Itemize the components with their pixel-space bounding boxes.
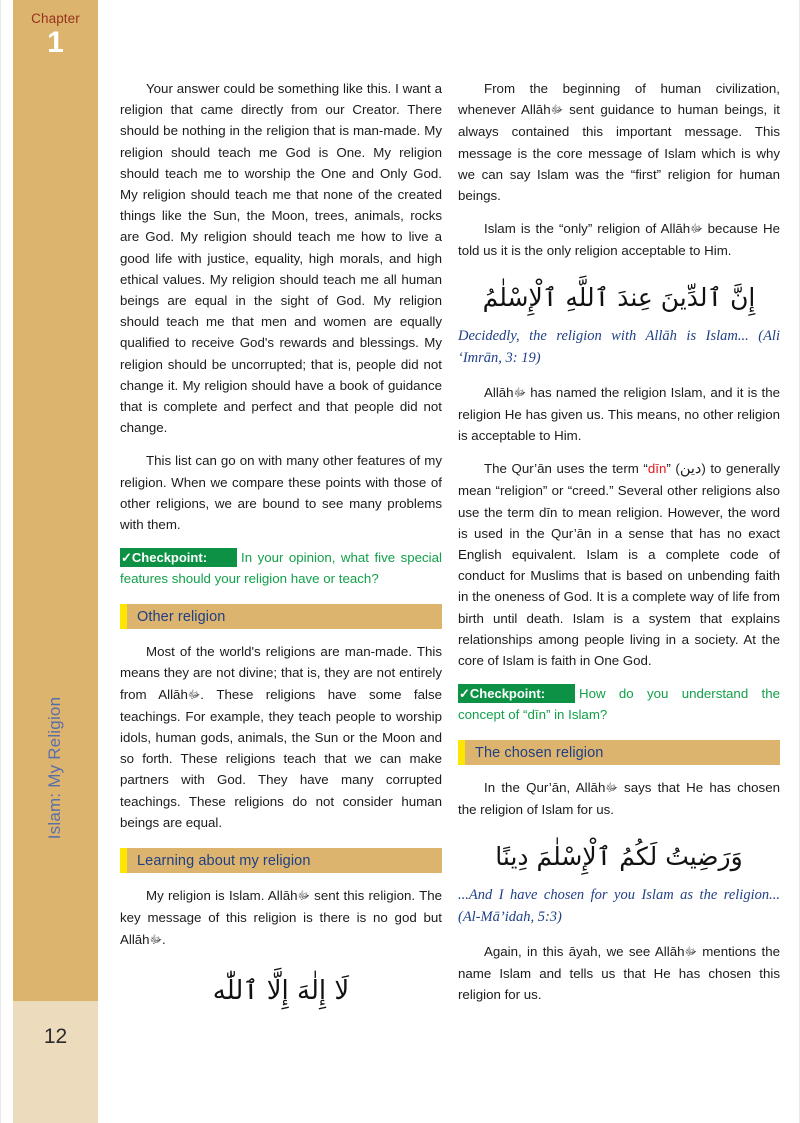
ayah-arabic-text: إِنَّ ٱلدِّينَ عِندَ ٱللَّهِ ٱلْإِسْلٰمُ: [482, 282, 756, 312]
ayah-translation: Decidedly, the religion with Allāh is Islam... (Ali ‘Imrān, 3: 19): [458, 327, 780, 366]
honorific-glyph-icon: ﷻ: [297, 890, 310, 903]
paragraph-text: Most of the world's religions are man-made. This means they are not divine; that is, they are not entirely from Allāh: [120, 644, 442, 702]
paragraph-text: says that He has chosen the religion of Islam for us.: [458, 780, 780, 818]
paragraph-text: Islam is the “only” religion of Allāh: [484, 221, 691, 237]
checkpoint-label: Checkpoint:: [131, 550, 208, 566]
honorific-glyph-icon: ﷻ: [684, 945, 697, 958]
section-heading-chosen-religion: [458, 740, 780, 765]
honorific-glyph-icon: ﷻ: [605, 782, 618, 795]
paragraph-text: .: [162, 931, 166, 947]
checkpoint-label: Checkpoint:: [469, 686, 546, 702]
honorific-glyph-icon: ﷻ: [513, 386, 526, 399]
ayah-translation: ...And I have chosen for you Islam as the religion... (Al-Mā’idah, 5:3): [458, 886, 780, 925]
paragraph: [120, 885, 442, 951]
section-accent-bar: [120, 604, 127, 629]
paragraph-din: [458, 458, 780, 671]
paragraph: Your answer could be something like this. I want a religion that came directly from our Creator. There should be nothing in the religion that is man-made. My religion should teach me God is One. My religion should teach me to worship the One and Only God. My religion should teach me that none of the created things like the Sun, the Moon, trees, animals, rocks are God. My religion should teach me how to live a good life with justice, equality, high morals, and high ethical values. My religion should teach me all human beings are equal in the sight of God. My religion should teach me that men and women are equally qualified to receive God's rewards and blessings. My religion should be uncorrupted; that is, people did not change it. My religion should have a book of guidance that is complete and perfect and that people did not change.: [120, 81, 442, 436]
checkpoint-question: How do you understand the concept of “dīn” in Islam?: [458, 686, 780, 722]
section-heading-label: Learning about my religion: [137, 852, 311, 869]
paragraph: [458, 941, 780, 1006]
chapter-marker: [13, 12, 98, 58]
paragraph-text: Again, in this āyah, we see Allāh: [484, 943, 685, 959]
check-icon: ✓: [459, 686, 470, 702]
honorific-glyph-icon: ﷻ: [690, 223, 703, 236]
chapter-word-label: Chapter: [31, 11, 80, 26]
paragraph-text: In the Qur’ān, Allāh: [484, 780, 606, 796]
page-number: 12: [43, 1025, 68, 1048]
section-accent-bar: [458, 740, 465, 765]
paragraph: This list can go on with many other features of my religion. When we compare these points with those of other religions, we are bound to see many problems with them.: [120, 453, 442, 533]
paragraph-text: has named the religion Islam, and it is the religion He has given us. This means, no other religion is acceptable to Him.: [458, 384, 780, 444]
section-accent-bar: [120, 848, 127, 873]
paragraph: [458, 78, 780, 206]
paragraph-text: sent this religion. The key message of this religion is there is no god but Allāh: [120, 888, 442, 947]
section-heading-learning: [120, 848, 442, 873]
section-heading-other-religion: [120, 604, 442, 629]
paragraph: [458, 777, 780, 820]
book-title-vertical: [13, 618, 98, 918]
checkpoint-tag: [458, 684, 575, 703]
honorific-glyph-icon: ﷻ: [550, 104, 564, 117]
ayah-arabic-text: وَرَضِيتُ لَكُمُ ٱلْإِسْلٰمَ دِينًا: [495, 841, 743, 871]
paragraph-text: ” (: [666, 461, 680, 477]
paragraph-text: ) to generally mean “religion” or “creed.” Several other religions also use the term dīn to mean religion. However, the word is used in the Qur’ān in a sense that has no exact English equivalent. Islam is a complete code of conduct for Muslims that is based on unbending faith in the oneness of God. It is a complete way of life from birth until death. Islam is a system that explains relationships among people living in a society. At the core of Islam is faith in One God.: [458, 461, 780, 669]
checkpoint-question: In your opinion, what five special features should your religion have or teach?: [120, 550, 442, 586]
term-din-highlight: dīn: [647, 461, 667, 477]
paragraph: [120, 641, 442, 833]
chapter-sidebar: [13, 0, 98, 1123]
checkpoint-left: [120, 548, 442, 589]
honorific-glyph-icon: ﷻ: [187, 688, 201, 701]
paragraph-text: My religion is Islam. Allāh: [146, 888, 298, 904]
section-heading-label: Other religion: [137, 608, 226, 625]
paragraph-text: sent guidance to human beings, it always contained this important message. This message is the core message of Islam which is why we can say Islam was the “first” religion for human beings.: [458, 102, 780, 204]
right-text-column: [458, 78, 780, 1005]
paragraph: [458, 382, 780, 447]
shahada-arabic-text: لَا إِلٰهَ إِلَّا ٱللّٰه: [212, 975, 350, 1006]
honorific-glyph-icon: ﷻ: [149, 933, 162, 946]
paragraph-text: because He told us it is the only religion acceptable to Him.: [458, 221, 780, 259]
page-left-edge-rule: [0, 0, 1, 1123]
paragraph: [458, 218, 780, 261]
paragraph-text: The Qur’ān uses the term “: [484, 461, 648, 477]
paragraph-text: mentions the name Islam and tells us that He has chosen this religion for us.: [458, 943, 780, 1003]
page-number-box: [13, 1001, 98, 1123]
paragraph-text: Allāh: [484, 384, 514, 400]
checkpoint-right: [458, 684, 780, 725]
section-heading-label: The chosen religion: [475, 744, 604, 761]
chapter-number-label: 1: [47, 25, 64, 59]
check-icon: ✓: [121, 550, 132, 566]
arabic-term-din: دين: [679, 461, 702, 478]
paragraph-text: From the beginning of human civilization, whenever Allāh: [458, 81, 780, 118]
left-text-column: [120, 78, 442, 1013]
paragraph-text: . These religions have some false teachings. For example, they teach people to worship idols, human gods, animals, the Sun or the Moon and so forth. These religions teach that we can make partners with God. They have many corrupted teachings. These religions do not consider human beings are equal.: [120, 686, 443, 830]
book-title-text: Islam: My Religion: [45, 696, 65, 840]
checkpoint-tag: [120, 548, 237, 567]
